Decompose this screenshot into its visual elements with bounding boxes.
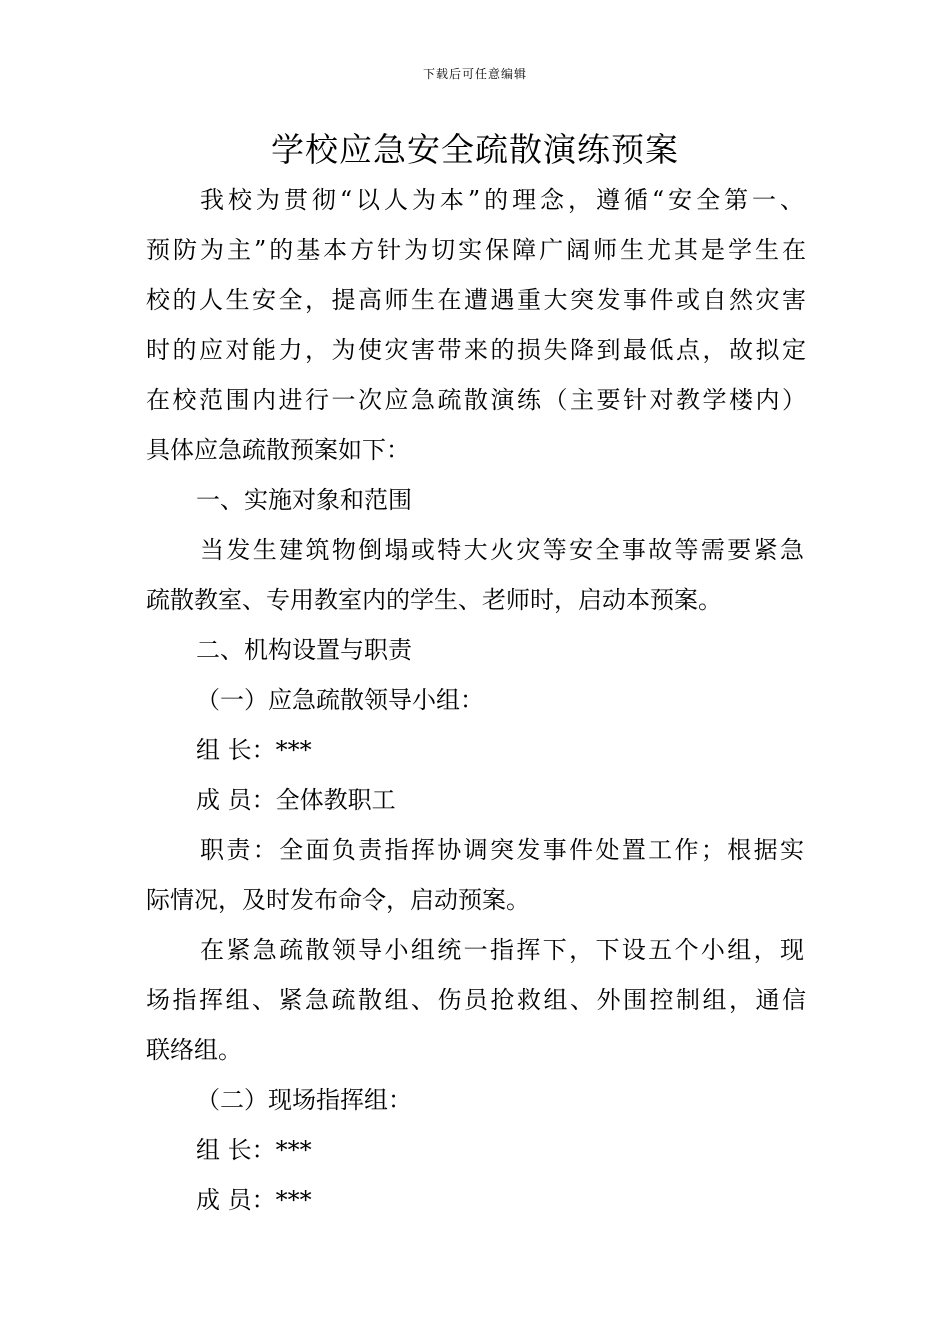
members-line: 成 员：*** bbox=[196, 1186, 312, 1214]
paragraph-line: 校的人生安全，提高师生在遭遇重大突发事件或自然灾害 bbox=[146, 286, 806, 314]
section-heading: 一、实施对象和范围 bbox=[196, 486, 412, 514]
paragraph-line: 在紧急疏散领导小组统一指挥下，下设五个小组，现 bbox=[200, 936, 804, 964]
paragraph-line: 疏散教室、专用教室内的学生、老师时，启动本预案。 bbox=[146, 586, 722, 614]
paragraph-line: 预防为主”的基本方针为切实保障广阔师生尤其是学生在 bbox=[146, 236, 806, 264]
paragraph-line: 在校范围内进行一次应急疏散演练（主要针对教学楼内） bbox=[146, 386, 806, 414]
paragraph-line: 时的应对能力，为使灾害带来的损失降到最低点，故拟定 bbox=[146, 336, 806, 364]
leader-line: 组 长：*** bbox=[196, 736, 312, 764]
leader-line: 组 长：*** bbox=[196, 1136, 312, 1164]
paragraph-line: 联络组。 bbox=[146, 1036, 242, 1064]
paragraph-line: 职责：全面负责指挥协调突发事件处置工作；根据实 bbox=[200, 836, 804, 864]
members-line: 成 员：全体教职工 bbox=[196, 786, 396, 814]
subsection-heading: （一）应急疏散领导小组： bbox=[196, 686, 484, 714]
paragraph-line: 当发生建筑物倒塌或特大火灾等安全事故等需要紧急 bbox=[200, 536, 804, 564]
subsection-heading: （二）现场指挥组： bbox=[196, 1086, 412, 1114]
paragraph-line: 我校为贯彻“以人为本”的理念，遵循“安全第一、 bbox=[200, 186, 804, 214]
paragraph-line: 际情况，及时发布命令，启动预案。 bbox=[146, 886, 530, 914]
paragraph-line: 场指挥组、紧急疏散组、伤员抢救组、外围控制组，通信 bbox=[146, 986, 806, 1014]
header-note: 下载后可任意编辑 bbox=[422, 67, 527, 81]
section-heading: 二、机构设置与职责 bbox=[196, 636, 412, 664]
paragraph-line: 具体应急疏散预案如下： bbox=[146, 436, 410, 464]
document-title: 学校应急安全疏散演练预案 bbox=[271, 130, 679, 169]
